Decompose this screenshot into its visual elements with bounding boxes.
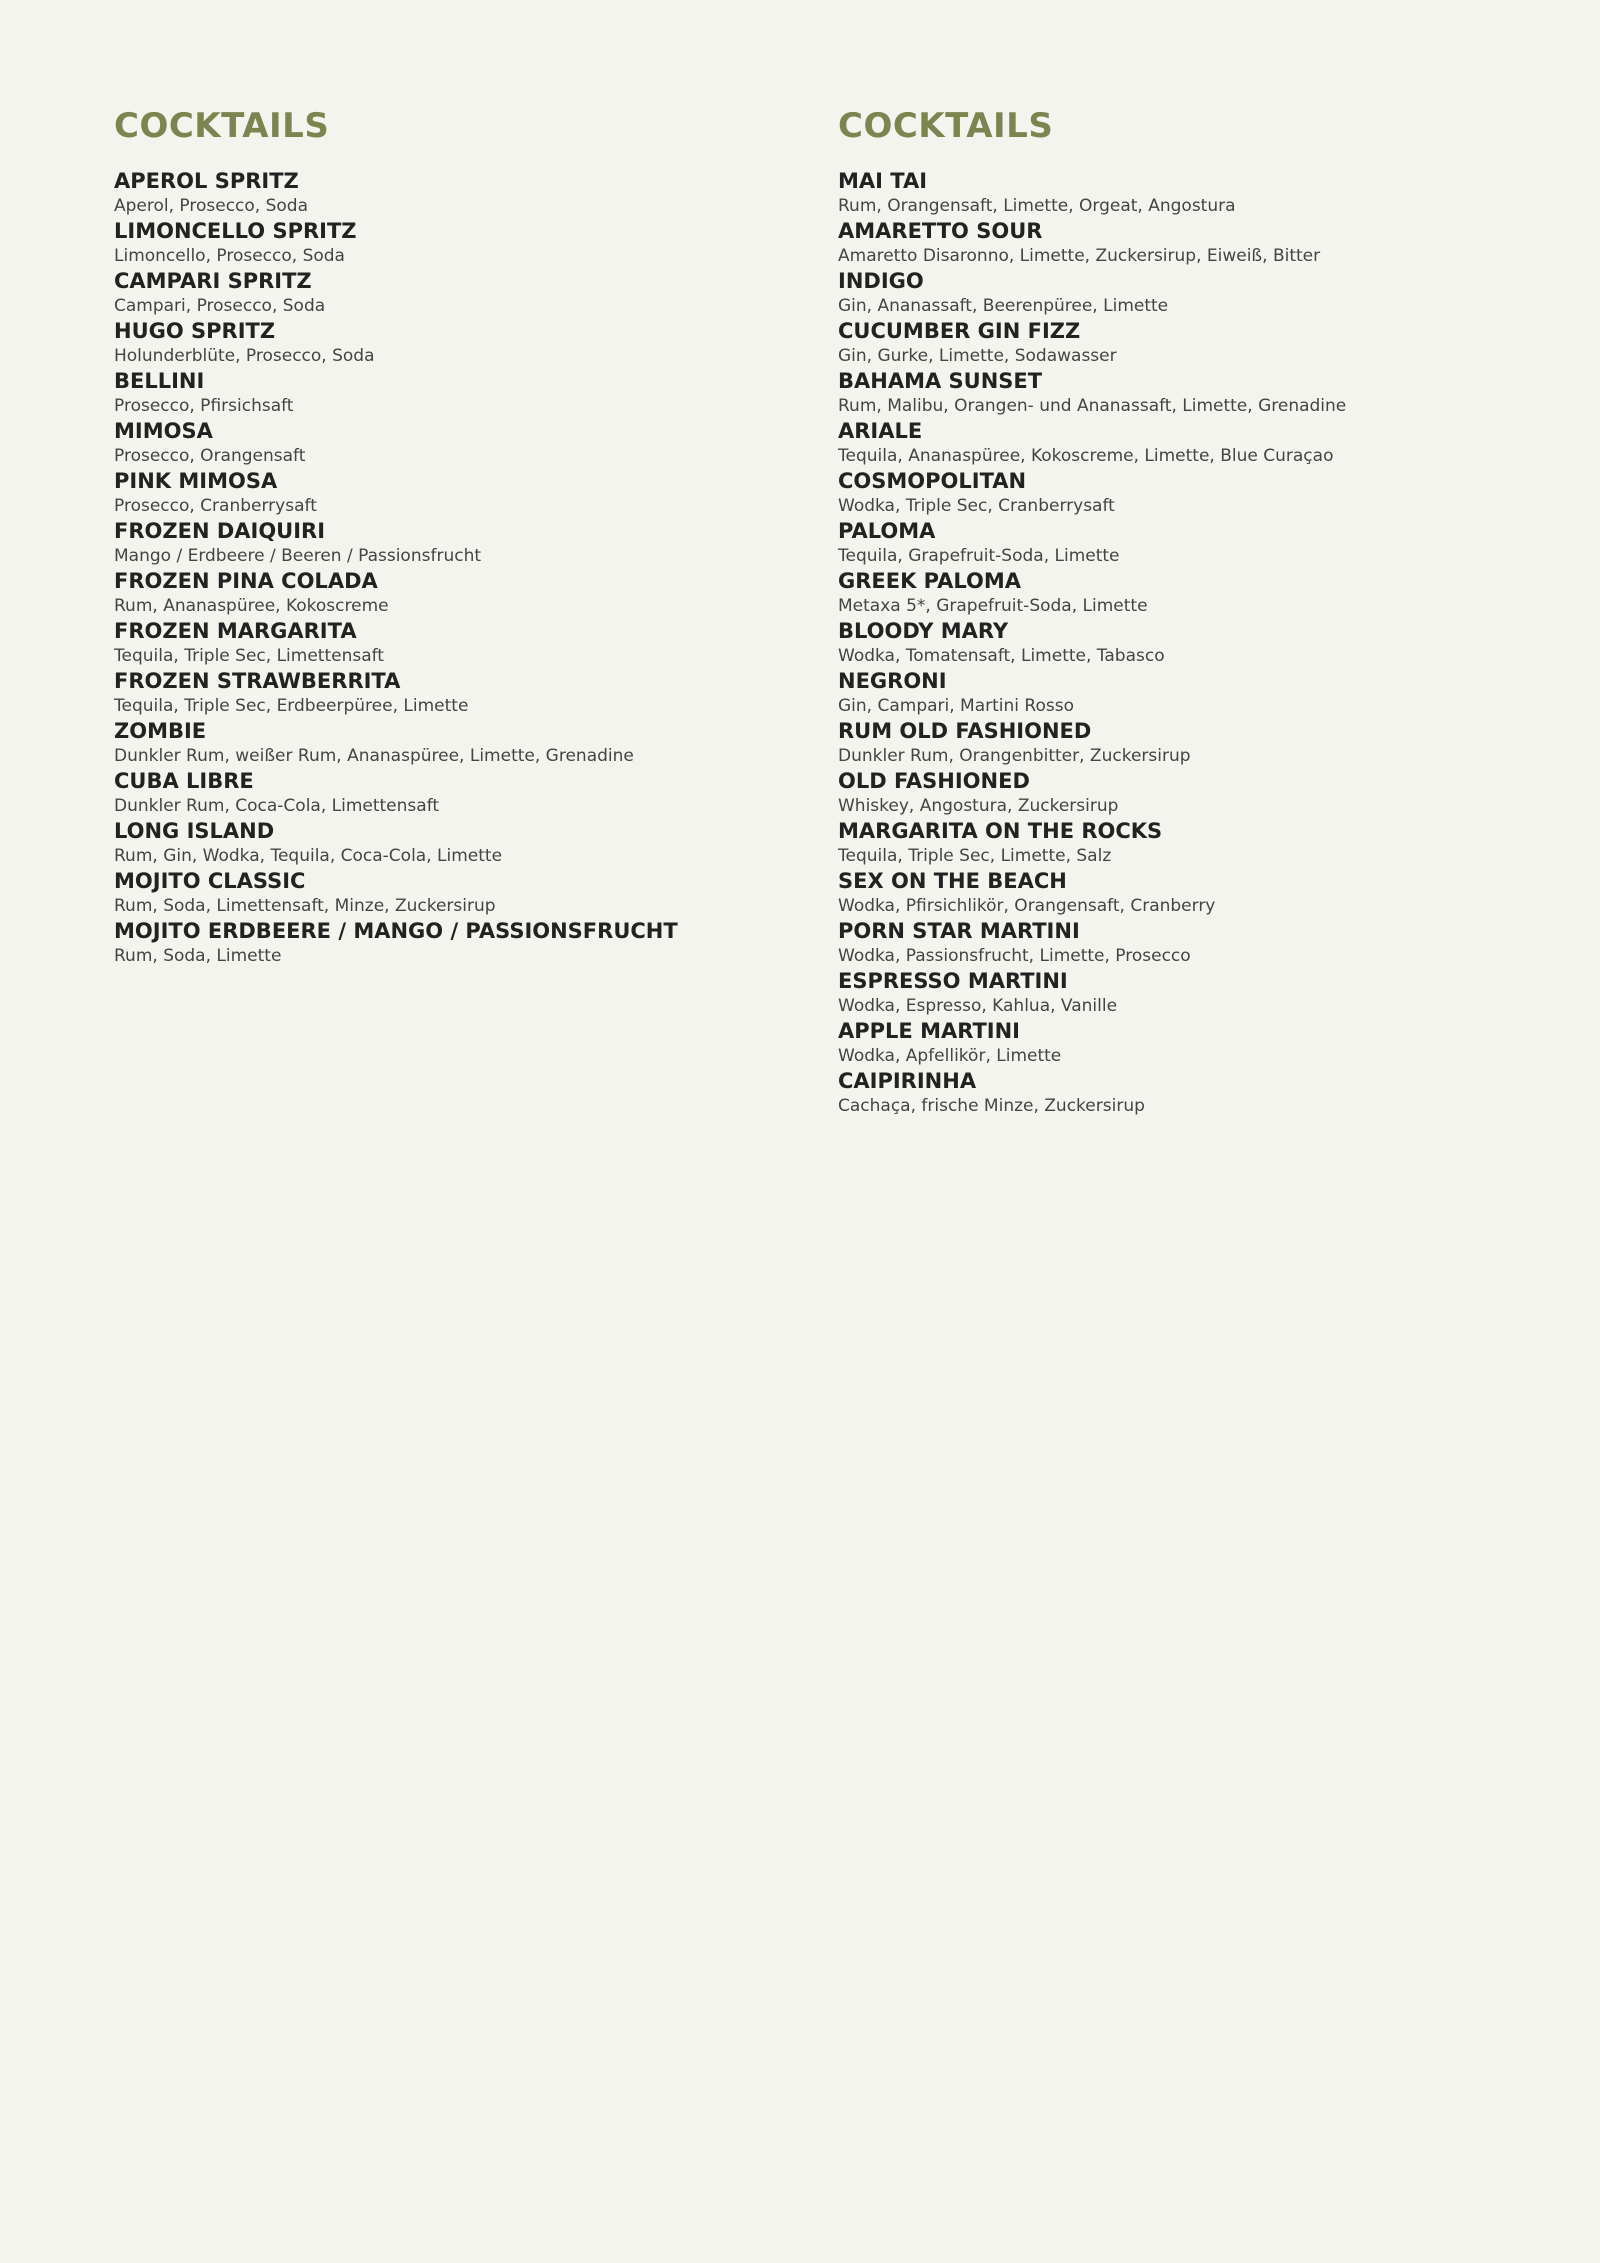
cocktail-ingredients: Tequila, Triple Sec, Limettensaft [114, 646, 384, 666]
cocktail-item [114, 368, 814, 418]
cocktail-name: CAIPIRINHA [838, 1069, 977, 1093]
cocktail-name: MARGARITA ON THE ROCKS [838, 819, 1163, 843]
cocktail-item [114, 168, 814, 218]
cocktail-ingredients: Tequila, Triple Sec, Limette, Salz [838, 846, 1112, 866]
cocktail-item [114, 268, 814, 318]
cocktail-item [838, 868, 1538, 918]
cocktail-ingredients: Gin, Ananassaft, Beerenpüree, Limette [838, 296, 1169, 316]
cocktail-item [114, 868, 814, 918]
cocktail-item [838, 618, 1538, 668]
cocktail-ingredients: Rum, Orangensaft, Limette, Orgeat, Angostura [838, 196, 1236, 216]
cocktail-item [114, 568, 814, 618]
section-title: COCKTAILS [114, 106, 330, 146]
cocktail-name: MOJITO ERDBEERE / MANGO / PASSIONSFRUCHT [114, 919, 678, 943]
cocktail-name: AMARETTO SOUR [838, 219, 1043, 243]
cocktail-ingredients: Wodka, Pfirsichlikör, Orangensaft, Cranberry [838, 896, 1216, 916]
section-title: COCKTAILS [838, 106, 1054, 146]
cocktail-item [114, 668, 814, 718]
cocktail-name: PORN STAR MARTINI [838, 919, 1080, 943]
cocktail-ingredients: Whiskey, Angostura, Zuckersirup [838, 796, 1119, 816]
cocktail-item [838, 218, 1538, 268]
cocktail-item [114, 818, 814, 868]
cocktail-item [114, 518, 814, 568]
cocktail-item [838, 668, 1538, 718]
cocktail-item [838, 818, 1538, 868]
cocktail-item [838, 368, 1538, 418]
cocktail-name: INDIGO [838, 269, 924, 293]
cocktail-ingredients: Tequila, Grapefruit-Soda, Limette [838, 546, 1120, 566]
cocktail-name: LONG ISLAND [114, 819, 275, 843]
cocktail-name: CAMPARI SPRITZ [114, 269, 312, 293]
cocktail-name: BELLINI [114, 369, 205, 393]
cocktail-ingredients: Campari, Prosecco, Soda [114, 296, 326, 316]
cocktail-name: COSMOPOLITAN [838, 469, 1027, 493]
cocktail-item [114, 918, 814, 968]
cocktail-name: MOJITO CLASSIC [114, 869, 306, 893]
cocktail-ingredients: Tequila, Triple Sec, Erdbeerpüree, Limette [114, 696, 469, 716]
cocktail-ingredients: Wodka, Triple Sec, Cranberrysaft [838, 496, 1115, 516]
cocktail-name: CUBA LIBRE [114, 769, 254, 793]
cocktail-item [838, 268, 1538, 318]
cocktail-name: LIMONCELLO SPRITZ [114, 219, 357, 243]
cocktail-name: ESPRESSO MARTINI [838, 969, 1068, 993]
cocktail-column-right [838, 98, 1538, 1118]
cocktail-item [838, 718, 1538, 768]
cocktail-name: SEX ON THE BEACH [838, 869, 1067, 893]
cocktail-name: MIMOSA [114, 419, 213, 443]
cocktail-name: APEROL SPRITZ [114, 169, 299, 193]
cocktail-ingredients: Prosecco, Orangensaft [114, 446, 306, 466]
cocktail-ingredients: Gin, Gurke, Limette, Sodawasser [838, 346, 1117, 366]
cocktail-name: FROZEN MARGARITA [114, 619, 357, 643]
cocktail-ingredients: Wodka, Espresso, Kahlua, Vanille [838, 996, 1118, 1016]
cocktail-item [838, 1068, 1538, 1118]
cocktail-name: OLD FASHIONED [838, 769, 1030, 793]
cocktail-item [114, 318, 814, 368]
cocktail-item [114, 468, 814, 518]
cocktail-ingredients: Wodka, Passionsfrucht, Limette, Prosecco [838, 946, 1191, 966]
cocktail-ingredients: Limoncello, Prosecco, Soda [114, 246, 345, 266]
cocktail-name: HUGO SPRITZ [114, 319, 276, 343]
cocktail-name: ZOMBIE [114, 719, 207, 743]
cocktail-item [838, 568, 1538, 618]
cocktail-item [114, 768, 814, 818]
cocktail-ingredients: Cachaça, frische Minze, Zuckersirup [838, 1096, 1145, 1116]
cocktail-ingredients: Rum, Soda, Limette [114, 946, 282, 966]
cocktail-ingredients: Holunderblüte, Prosecco, Soda [114, 346, 375, 366]
cocktail-ingredients: Gin, Campari, Martini Rosso [838, 696, 1074, 716]
cocktail-item [838, 968, 1538, 1018]
cocktail-name: BAHAMA SUNSET [838, 369, 1043, 393]
cocktail-ingredients: Tequila, Ananaspüree, Kokoscreme, Limette, Blue Curaçao [838, 446, 1334, 466]
cocktail-item [838, 518, 1538, 568]
cocktail-item [114, 718, 814, 768]
cocktail-name: FROZEN DAIQUIRI [114, 519, 326, 543]
cocktail-column-left [114, 98, 814, 968]
cocktail-ingredients: Prosecco, Pfirsichsaft [114, 396, 294, 416]
cocktail-ingredients: Prosecco, Cranberrysaft [114, 496, 317, 516]
cocktail-item [838, 418, 1538, 468]
cocktail-ingredients: Rum, Ananaspüree, Kokoscreme [114, 596, 389, 616]
cocktail-name: CUCUMBER GIN FIZZ [838, 319, 1081, 343]
cocktail-ingredients: Rum, Gin, Wodka, Tequila, Coca-Cola, Limette [114, 846, 503, 866]
cocktail-name: RUM OLD FASHIONED [838, 719, 1092, 743]
cocktail-item [838, 768, 1538, 818]
cocktail-ingredients: Metaxa 5*, Grapefruit-Soda, Limette [838, 596, 1148, 616]
cocktail-ingredients: Wodka, Apfellikör, Limette [838, 1046, 1062, 1066]
cocktail-name: NEGRONI [838, 669, 947, 693]
cocktail-name: PINK MIMOSA [114, 469, 278, 493]
cocktail-list [114, 168, 814, 968]
cocktail-ingredients: Rum, Malibu, Orangen- und Ananassaft, Limette, Grenadine [838, 396, 1347, 416]
cocktail-item [114, 218, 814, 268]
cocktail-name: FROZEN STRAWBERRITA [114, 669, 401, 693]
cocktail-name: ARIALE [838, 419, 923, 443]
cocktail-item [838, 918, 1538, 968]
cocktail-ingredients: Wodka, Tomatensaft, Limette, Tabasco [838, 646, 1165, 666]
cocktail-ingredients: Dunkler Rum, Orangenbitter, Zuckersirup [838, 746, 1191, 766]
cocktail-ingredients: Dunkler Rum, weißer Rum, Ananaspüree, Limette, Grenadine [114, 746, 634, 766]
cocktail-item [838, 1018, 1538, 1068]
cocktail-item [838, 468, 1538, 518]
cocktail-name: BLOODY MARY [838, 619, 1009, 643]
cocktail-name: GREEK PALOMA [838, 569, 1022, 593]
cocktail-ingredients: Mango / Erdbeere / Beeren / Passionsfrucht [114, 546, 482, 566]
cocktail-name: PALOMA [838, 519, 936, 543]
cocktail-ingredients: Aperol, Prosecco, Soda [114, 196, 309, 216]
cocktail-item [838, 168, 1538, 218]
cocktail-name: FROZEN PINA COLADA [114, 569, 378, 593]
cocktail-list [838, 168, 1538, 1118]
cocktail-name: APPLE MARTINI [838, 1019, 1020, 1043]
cocktail-ingredients: Amaretto Disaronno, Limette, Zuckersirup, Eiweiß, Bitter [838, 246, 1321, 266]
cocktail-item [114, 418, 814, 468]
cocktail-item [838, 318, 1538, 368]
cocktail-ingredients: Dunkler Rum, Coca-Cola, Limettensaft [114, 796, 440, 816]
cocktail-name: MAI TAI [838, 169, 928, 193]
cocktail-item [114, 618, 814, 668]
cocktail-ingredients: Rum, Soda, Limettensaft, Minze, Zuckersirup [114, 896, 496, 916]
